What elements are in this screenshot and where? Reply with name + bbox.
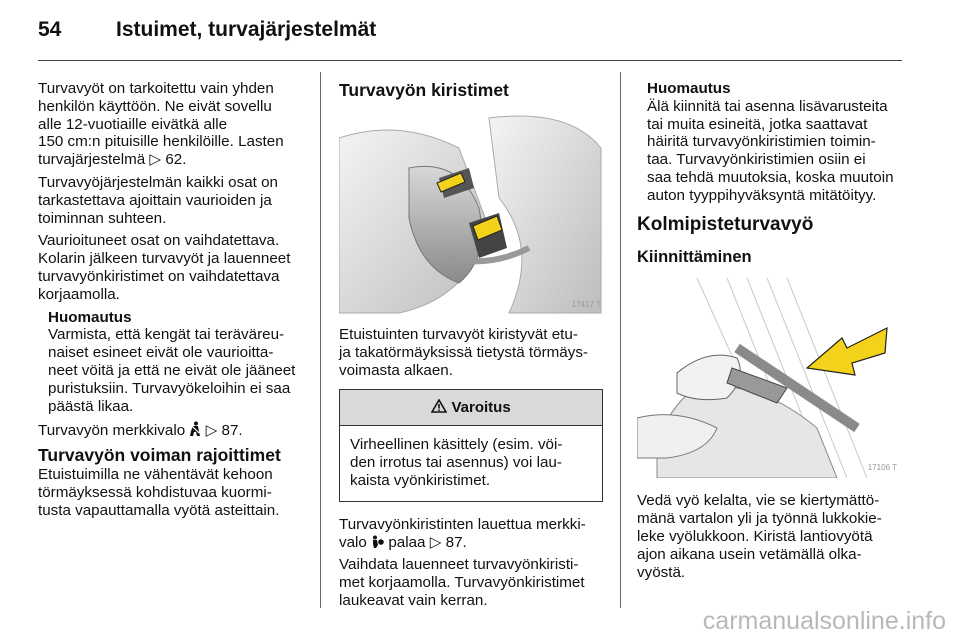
warning-box — [339, 389, 603, 501]
paragraph-pretensioner-activation: Etuistuinten turvavyöt kiristyvät etu- ja takatörmäyksissä tietystä törmäys- voimasta alkaen. — [339, 326, 588, 379]
column-divider-2 — [620, 72, 621, 608]
fastening-illustration — [637, 278, 901, 478]
column-divider-1 — [320, 72, 321, 608]
paragraph-indicator: Turvavyön merkkivalo ▷ 87. — [38, 422, 243, 440]
note-box-accessories: Huomautus Älä kiinnitä tai asenna lisävarusteita tai muita esineitä, jotka saattavat häiritä turvavyönkiristimien toimin- taa. Turvavyönkiristimien osiin ei saa tehdä muutoksia, koska muutoin auton tyyppihyväksyntä mitätöityy. — [647, 80, 907, 205]
paragraph-replace-pretensioners: Vaihdata lauenneet turvavyönkiristi- met korjaamolla. Turvavyönkiristimet laukeavat vain kerran. — [339, 556, 585, 609]
page-header — [38, 18, 902, 48]
column-2 — [339, 80, 605, 615]
column-1 — [38, 80, 308, 525]
warning-body: Virheellinen käsittely (esim. vöi- den irrotus tai asennus) voi lau- kaista vyönkiristimet. — [350, 436, 563, 489]
seatbelt-warning-icon — [189, 421, 201, 437]
section-heading-force-limiters: Turvavyön voiman rajoittimet — [38, 445, 281, 466]
pretensioner-figure — [339, 108, 605, 316]
subheading-fastening: Kiinnittäminen — [637, 247, 752, 266]
page-title: Istuimet, turvajärjestelmät — [116, 18, 377, 41]
page-reference[interactable]: ▷ 87. — [205, 422, 243, 440]
page-number: 54 — [38, 18, 62, 41]
watermark: carmanualsonline.info — [702, 607, 946, 635]
warning-header — [340, 390, 602, 426]
paragraph-airbag-indicator: Turvavyönkiristinten lauettua merkki- valo palaa ▷ 87. — [339, 515, 586, 551]
note-box: Huomautus Varmista, että kengät tai teräväreu- naiset esineet eivät ole vaurioitta- neet vöitä ja että ne eivät ole jääneet puristuksiin. Turvavyökeloihin ei saa päästä likaa. — [48, 309, 308, 416]
column-3 — [637, 80, 907, 586]
section-heading-pretensioners: Turvavyön kiristimet — [339, 80, 509, 100]
paragraph-inspection: Turvavyöjärjestelmän kaikki osat on tarkastettava ajoittain vaurioiden ja toiminnan suhteen. — [38, 173, 279, 227]
airbag-warning-icon — [371, 535, 384, 549]
figure-code: 17417 T — [571, 300, 601, 310]
note-title: Huomautus — [647, 80, 731, 97]
paragraph-force-limiters: Etuistuimilla ne vähentävät kehoon törmäyksessä kohdistuvaa kuormi- tusta vapauttamalla vyötä asteittain. — [38, 466, 280, 519]
header-rule — [38, 60, 902, 61]
pretensioner-illustration — [339, 108, 605, 316]
paragraph-fastening: Vedä vyö kelalta, vie se kiertymättö- mänä vartalon yli ja työnnä lukkokie- leke vyölukkoon. Kiristä lantiovyötä ajon aikana usein vetämällä olka- vyöstä. — [637, 492, 882, 581]
warning-title: Varoitus — [451, 399, 511, 417]
paragraph-usage: Turvavyöt on tarkoitettu vain yhden henkilön käyttöön. Ne eivät sovellu alle 12-vuotiaille eivätkä alle 150 cm:n pituisille henkilöille. Lasten turvajärjestelmä ▷ 62. — [38, 80, 284, 169]
figure-code: 17106 T — [867, 462, 897, 472]
warning-triangle-icon — [431, 399, 447, 413]
paragraph-replacement: Vaurioituneet osat on vaihdatettava. Kolarin jälkeen turvavyöt ja lauenneet turvavyönkiristimet on vaihdatettava korjaamolla. — [38, 232, 291, 303]
section-heading-three-point-belt: Kolmipisteturvavyö — [637, 213, 814, 235]
note-title: Huomautus — [48, 308, 132, 326]
fastening-figure — [637, 278, 901, 478]
